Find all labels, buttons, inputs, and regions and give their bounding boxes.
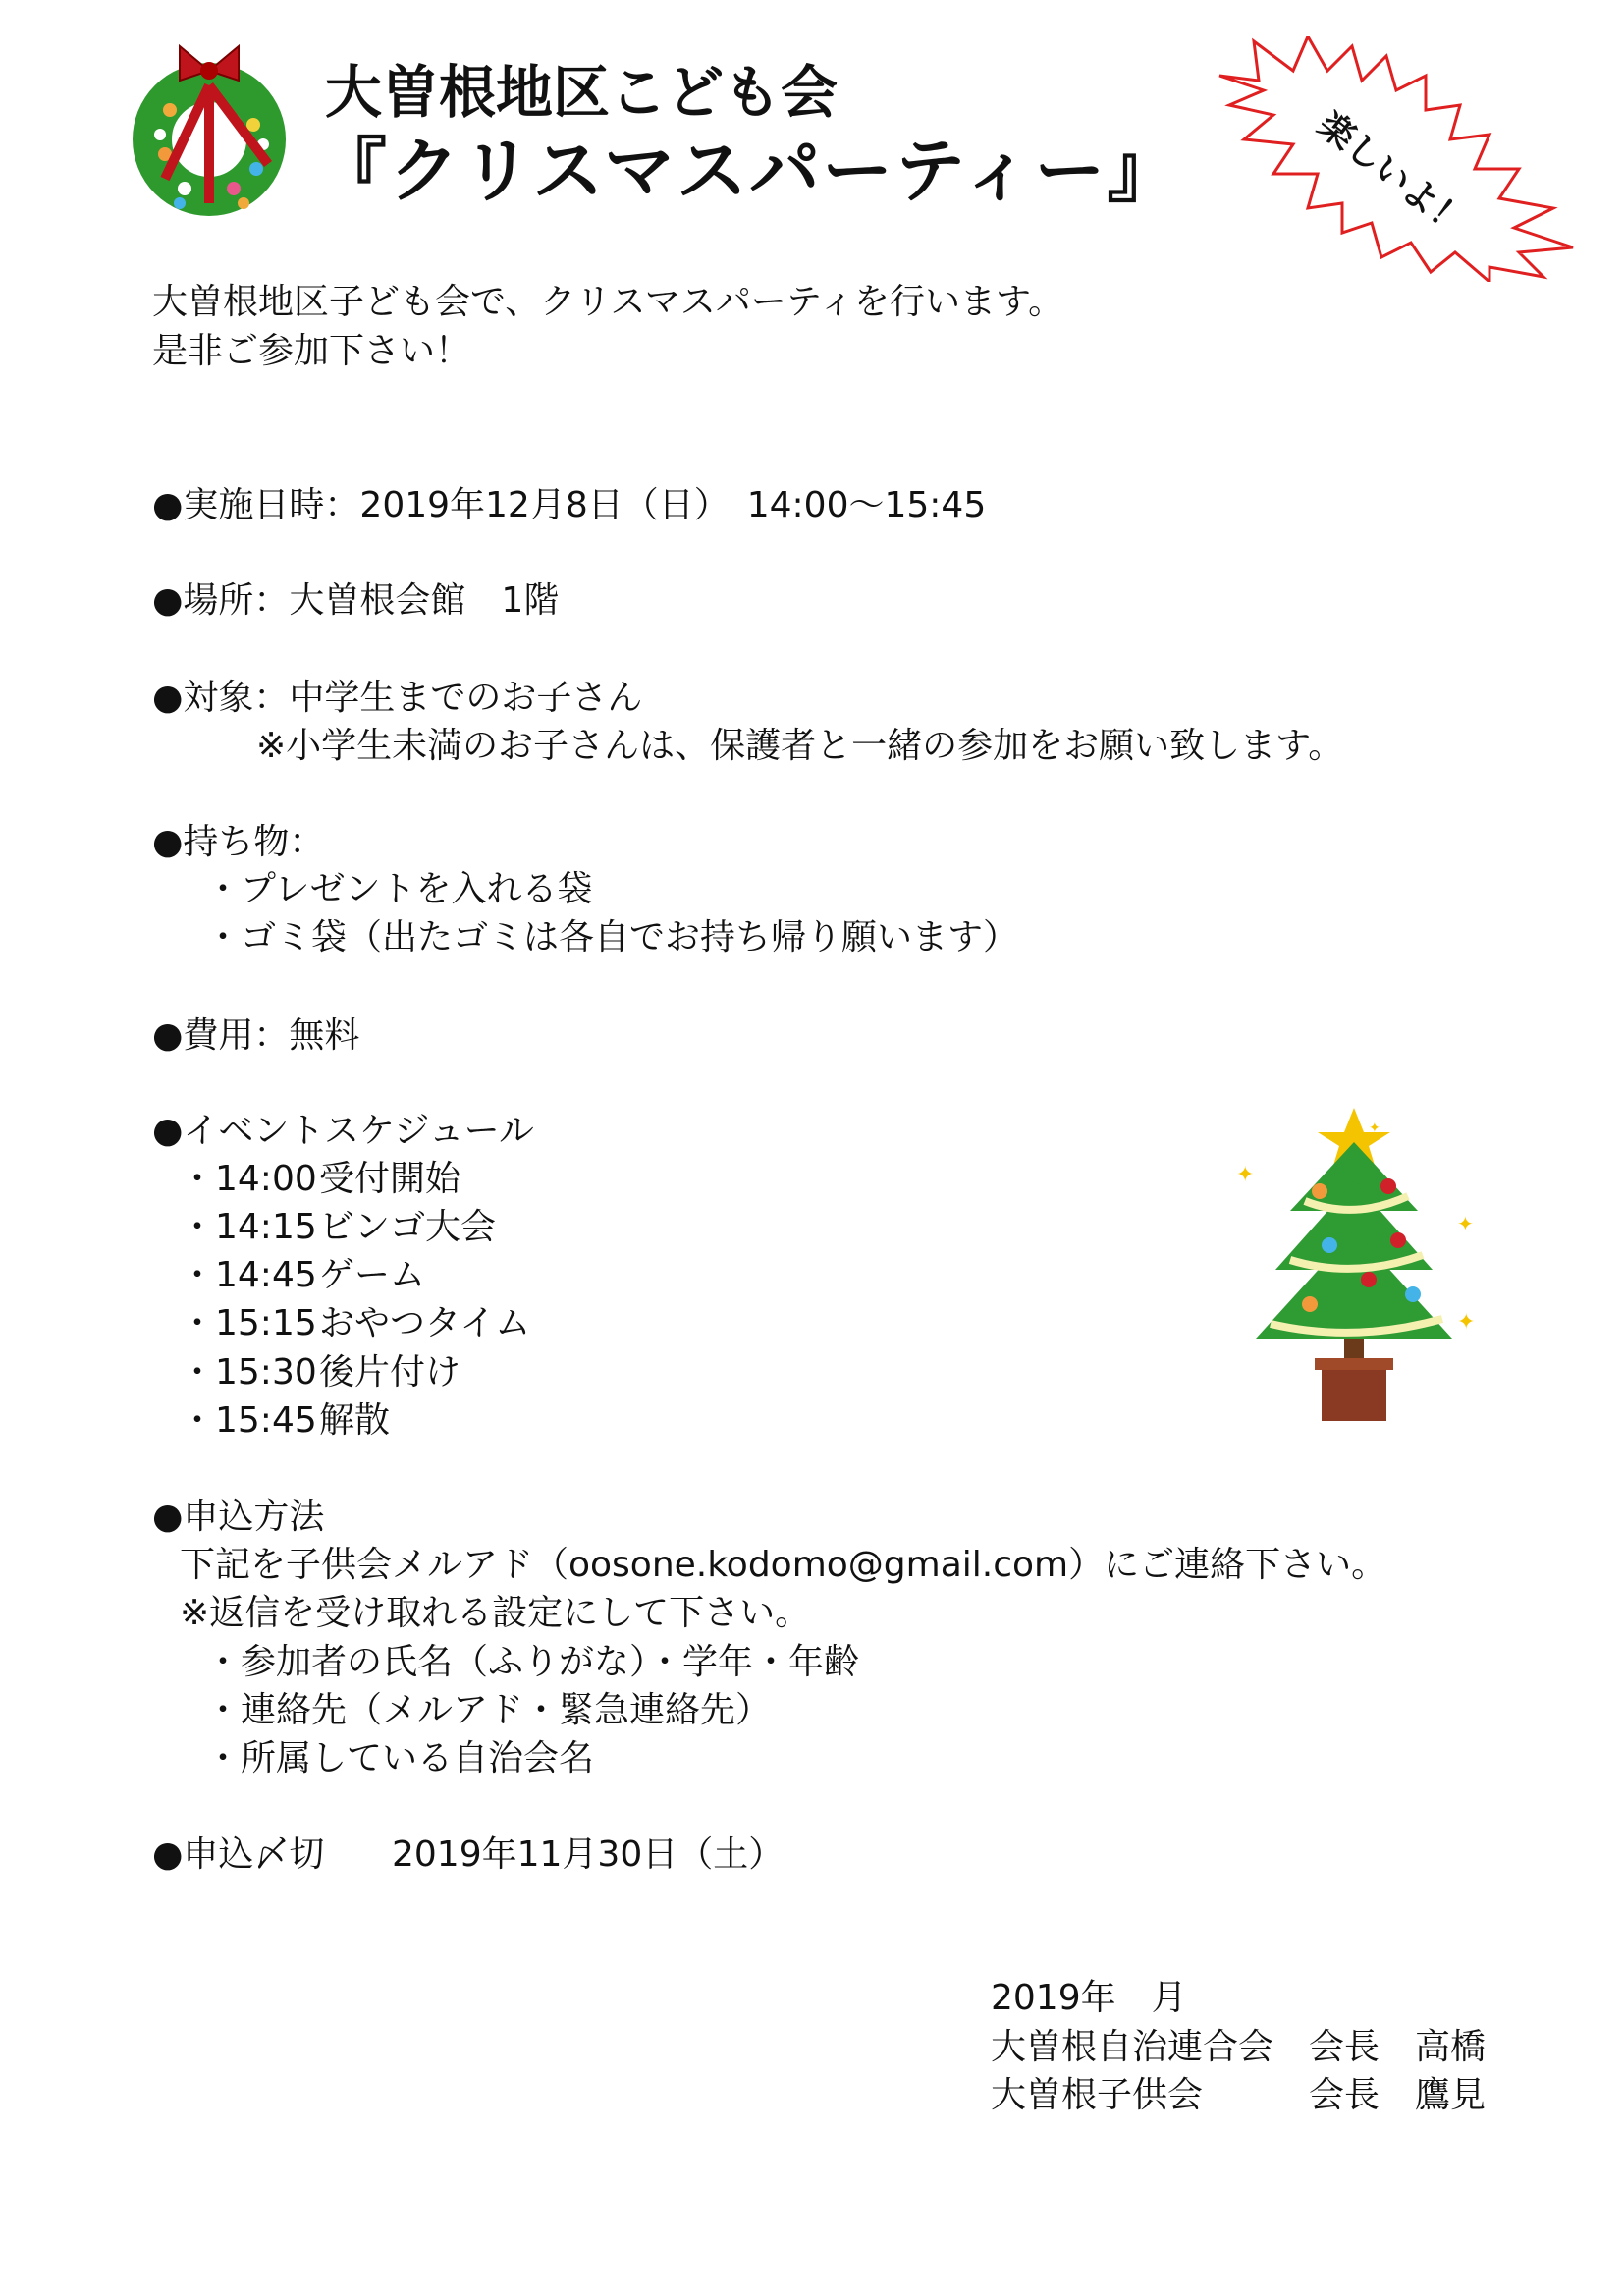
schedule-time: ・14:15 [180,1207,317,1247]
svg-text:✦: ✦ [1236,1163,1255,1187]
schedule-label: ビンゴ大会 [319,1207,497,1247]
schedule-label: おやつタイム [319,1303,531,1343]
schedule-label: 後片付け [319,1352,461,1393]
application-item: ・所属している自治会名 [205,1738,595,1778]
belongings-title: ●持ち物： [152,822,325,862]
schedule-time: ・15:45 [180,1400,317,1441]
deadline-date: 2019年11月30日（土） [392,1834,785,1875]
schedule-time: ・15:30 [180,1352,317,1393]
signature-line: 大曽根自治連合会 会長 高橋 [991,2027,1487,2067]
schedule-time: ・15:15 [180,1303,317,1343]
deadline-label: ●申込〆切 [152,1834,325,1875]
belongings-item: ・ゴミ袋（出たゴミは各自でお持ち帰り願います） [205,917,1019,957]
schedule-title: ●イベントスケジュール [152,1111,534,1151]
title-event: 『クリスマスパーティー』 [316,130,1180,212]
application-item: ・参加者の氏名（ふりがな）・学年・年齢 [205,1642,860,1682]
svg-text:✦: ✦ [1369,1121,1380,1136]
schedule-time: ・14:45 [180,1255,317,1295]
belongings-item: ・プレゼントを入れる袋 [205,869,593,909]
application-title: ●申込方法 [152,1497,325,1537]
detail-target: ●対象：中学生までのお子さん [152,678,643,718]
detail-place: ●場所：大曽根会館 1階 [152,580,560,621]
svg-text:✦: ✦ [1457,1310,1476,1335]
burst-text: 楽しいよ！ [1310,104,1475,246]
detail-datetime: ●実施日時：2019年12月8日（日） 14:00〜15:45 [152,485,987,525]
signature-line: 大曽根子供会 会長 鷹見 [991,2075,1487,2115]
detail-target-note: ※小学生未満のお子さんは、保護者と一緒の参加をお願い致します。 [256,726,1344,766]
title-organization: 大曽根地区こども会 [325,59,839,126]
schedule-label: 受付開始 [319,1159,461,1199]
intro-line: 是非ご参加下さい！ [152,331,471,371]
detail-cost: ●費用：無料 [152,1015,360,1056]
application-instruction: 下記を子供会メルアド（oosone.kodomo@gmail.com）にご連絡下さい。 [180,1545,1387,1585]
application-note: ※返信を受け取れる設定にして下さい。 [180,1593,811,1633]
schedule-time: ・14:00 [180,1159,317,1199]
intro-line: 大曽根地区子ども会で、クリスマスパーティを行います。 [152,282,1064,322]
schedule-label: 解散 [319,1400,391,1441]
wreath-illustration [126,41,298,218]
schedule-label: ゲーム [319,1255,426,1295]
signature-date: 2019年 月 [991,1978,1187,2018]
christmas-tree-illustration [1221,1083,1482,1427]
application-item: ・連絡先（メルアド・緊急連絡先） [205,1690,772,1730]
svg-text:✦: ✦ [1457,1212,1474,1235]
